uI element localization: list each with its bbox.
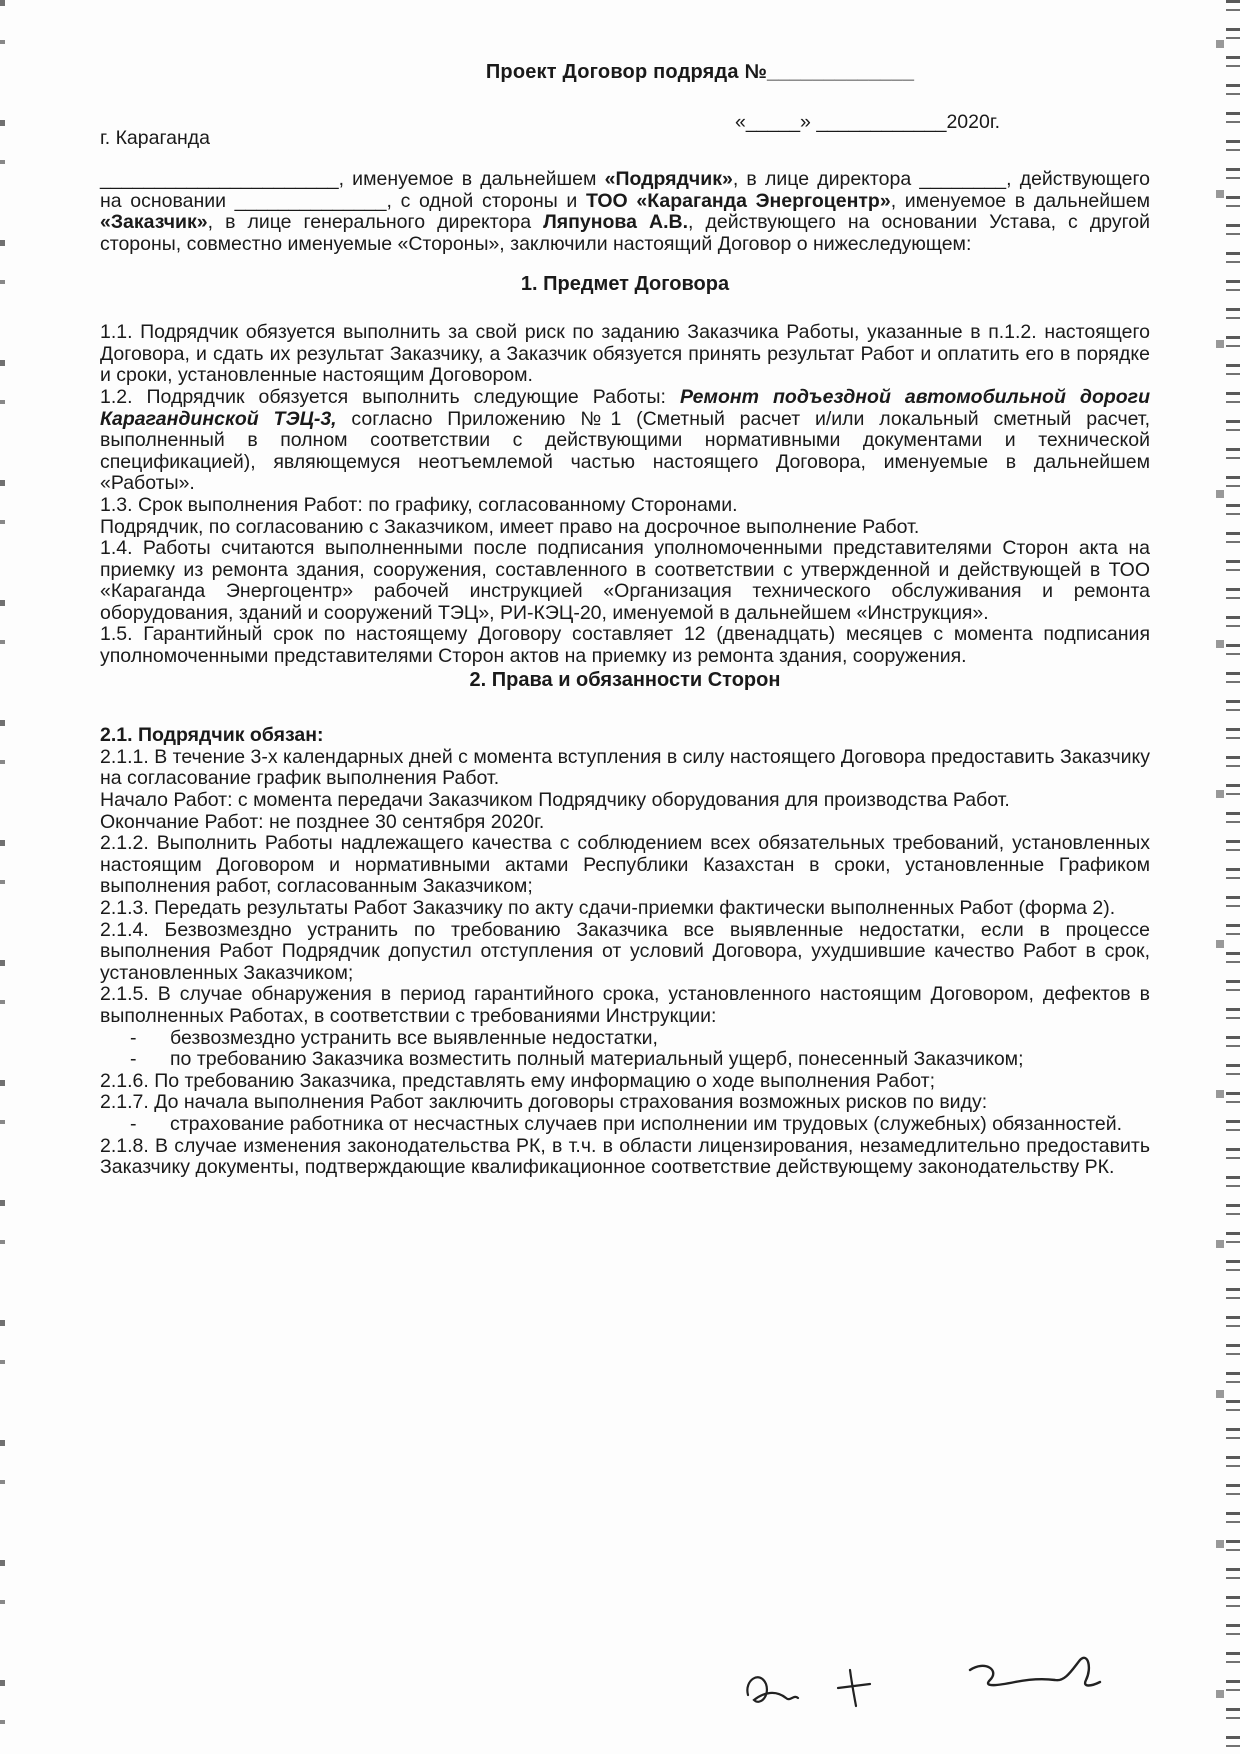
city: г. Караганда xyxy=(100,126,210,149)
clause-part: согласно Приложению №1 (Сметный расчет и/или локальный сметный расчет, выполненный в полном соответствии с действующими нормативными документами и технической спецификацией), являющемуся неотъемлемой частью настоящего Договора, именуемые в дальнейшем «Работы». xyxy=(100,407,1150,495)
works-start: Начало Работ: с момента передачи Заказчиком Подрядчику оборудования для производства Работ. xyxy=(100,789,1010,812)
clause-1-5: 1.5. Гарантийный срок по настоящему Договору составляет 12 (двенадцать) месяцев с момента подписания уполномоченными представителями Сторон актов на приемку из ремонта здания, сооружения. xyxy=(100,623,1150,668)
bullet-dash: - xyxy=(130,1112,137,1135)
clause-2-1-4: 2.1.4. Безвозмездно устранить по требованию Заказчика все выявленные недостатки, если в процессе выполнения Работ Подрядчик допустил отступления от условий Договора, ухудшившие качество Работ в срок, установленных Заказчиком; xyxy=(100,918,1150,984)
preamble xyxy=(100,169,1150,255)
preamble-part: , в лице генерального директора xyxy=(207,211,544,234)
bullet-dash: - xyxy=(130,1026,137,1049)
clause-2-1-1: 2.1.1. В течение 3-х календарных дней с момента вступления в силу настоящего Договора предоставить Заказчику на согласование график выполнения Работ. xyxy=(100,745,1150,790)
clause-2-1-8: 2.1.8. В случае изменения законодательства РК, в т.ч. в области лицензирования, незамедлительно предоставить Заказчику документы, подтверждающие квалификационное соответствие действующему законодательству РК. xyxy=(100,1134,1150,1179)
clause-2-1-6: 2.1.6. По требованию Заказчика, представлять ему информацию о ходе выполнения Работ; xyxy=(100,1069,936,1092)
contractor-term: «Подрядчик» xyxy=(604,168,733,191)
document-title: Проект Договор подряда №_____________ xyxy=(485,61,915,83)
list-item xyxy=(100,1028,1150,1050)
clause-part: 1.2. Подрядчик обязуется выполнить следующие Работы: xyxy=(100,385,680,408)
clause-1-3-b: Подрядчик, по согласованию с Заказчиком, имеет право на досрочное выполнение Работ. xyxy=(100,515,920,538)
list-item-text: безвозмездно устранить все выявленные недостатки, xyxy=(170,1026,658,1049)
section-2-heading: 2. Права и обязанности Сторон xyxy=(469,668,781,691)
list-item-text: страхование работника от несчастных случаев при исполнении им трудовых (служебных) обязанностей. xyxy=(170,1112,1123,1135)
customer-term: «Заказчик» xyxy=(100,211,208,234)
list-item xyxy=(100,1049,1150,1071)
clause-2-1-5: 2.1.5. В случае обнаружения в период гарантийного срока, установленного настоящим Договором, дефектов в выполненных Работах, в соответствии с требованиями Инструкции: xyxy=(100,983,1150,1027)
clause-1-1: 1.1. Подрядчик обязуется выполнить за свой риск по заданию Заказчика Работы, указанные в п.1.2. настоящего Договора, и сдать их результат Заказчику, а Заказчик обязуется принять результат Работ и оплатить его в порядке и сроки, установленные настоящим Договором. xyxy=(100,321,1150,387)
clause-2-1-7: 2.1.7. До начала выполнения Работ заключить договоры страхования возможных рисков по виду: xyxy=(100,1091,988,1114)
subheading-2-1: 2.1. Подрядчик обязан: xyxy=(100,724,324,747)
signature-initials-3 xyxy=(970,1658,1100,1686)
clause-2-1-2: 2.1.2. Выполнить Работы надлежащего качества с соблюдением всех обязательных требований, установленных настоящим Договором и нормативными актами Республики Казахстан в сроки, установленные Графиком выполнения работ, согласованным Заказчиком; xyxy=(100,832,1150,898)
list-item xyxy=(100,1114,1150,1136)
document-body xyxy=(100,62,1150,1179)
signature-initials-2 xyxy=(838,1670,870,1706)
clause-1-3: 1.3. Срок выполнения Работ: по графику, согласованному Сторонами. xyxy=(100,493,738,516)
preamble-part: ______________________, именуемое в дальнейшем xyxy=(100,168,605,191)
list-item-text: по требованию Заказчика возместить полный материальный ущерб, понесенный Заказчиком; xyxy=(170,1048,1024,1071)
customer-org: ТОО «Караганда Энергоцентр» xyxy=(585,189,891,212)
preamble-part: , в лице директора ________, действующего на основании ______________, с одной стороны и xyxy=(100,168,1150,212)
date: «_____» ____________2020г. xyxy=(734,110,1000,133)
preamble-part: , действующего на основании Устава, с другой стороны, совместно именуемые «Стороны», заключили настоящий Договор о нижеследующем: xyxy=(100,211,1150,255)
works-end: Окончание Работ: не позднее 30 сентября 2020г. xyxy=(100,810,545,833)
scan-edge-right-inner xyxy=(1216,0,1224,1754)
scan-edge-right xyxy=(1226,0,1240,1754)
scan-edge-left xyxy=(0,0,5,1754)
clause-1-4: 1.4. Работы считаются выполненными после подписания уполномоченными представителями Сторон акта на приемку из ремонта здания, сооружения, составленного в соответствии с утвержденной и действующей в ТОО «Караганда Энергоцентр» рабочей инструкцией «Организация технического обслуживания и ремонта оборудования, зданий и сооружений ТЭЦ», РИ-КЭЦ-20, именуемой в дальнейшем «Инструкция». xyxy=(100,537,1150,624)
bullet-dash: - xyxy=(130,1048,137,1071)
signature-initials-1 xyxy=(747,1677,798,1701)
place-date-row xyxy=(100,112,1150,150)
section-1-heading: 1. Предмет Договора xyxy=(520,272,730,295)
preamble-part: , именуемое в дальнейшем xyxy=(890,189,1150,212)
handwritten-signatures xyxy=(720,1640,1140,1720)
director-name: Ляпунова А.В. xyxy=(543,211,689,234)
clause-2-1-3: 2.1.3. Передать результаты Работ Заказчику по акту сдачи-приемки фактически выполненных Работ (форма 2). xyxy=(100,897,1116,919)
clause-1-2 xyxy=(100,387,1150,495)
works-name: Ремонт подъездной автомобильной дороги Карагандинской ТЭЦ-3, xyxy=(100,385,1150,430)
